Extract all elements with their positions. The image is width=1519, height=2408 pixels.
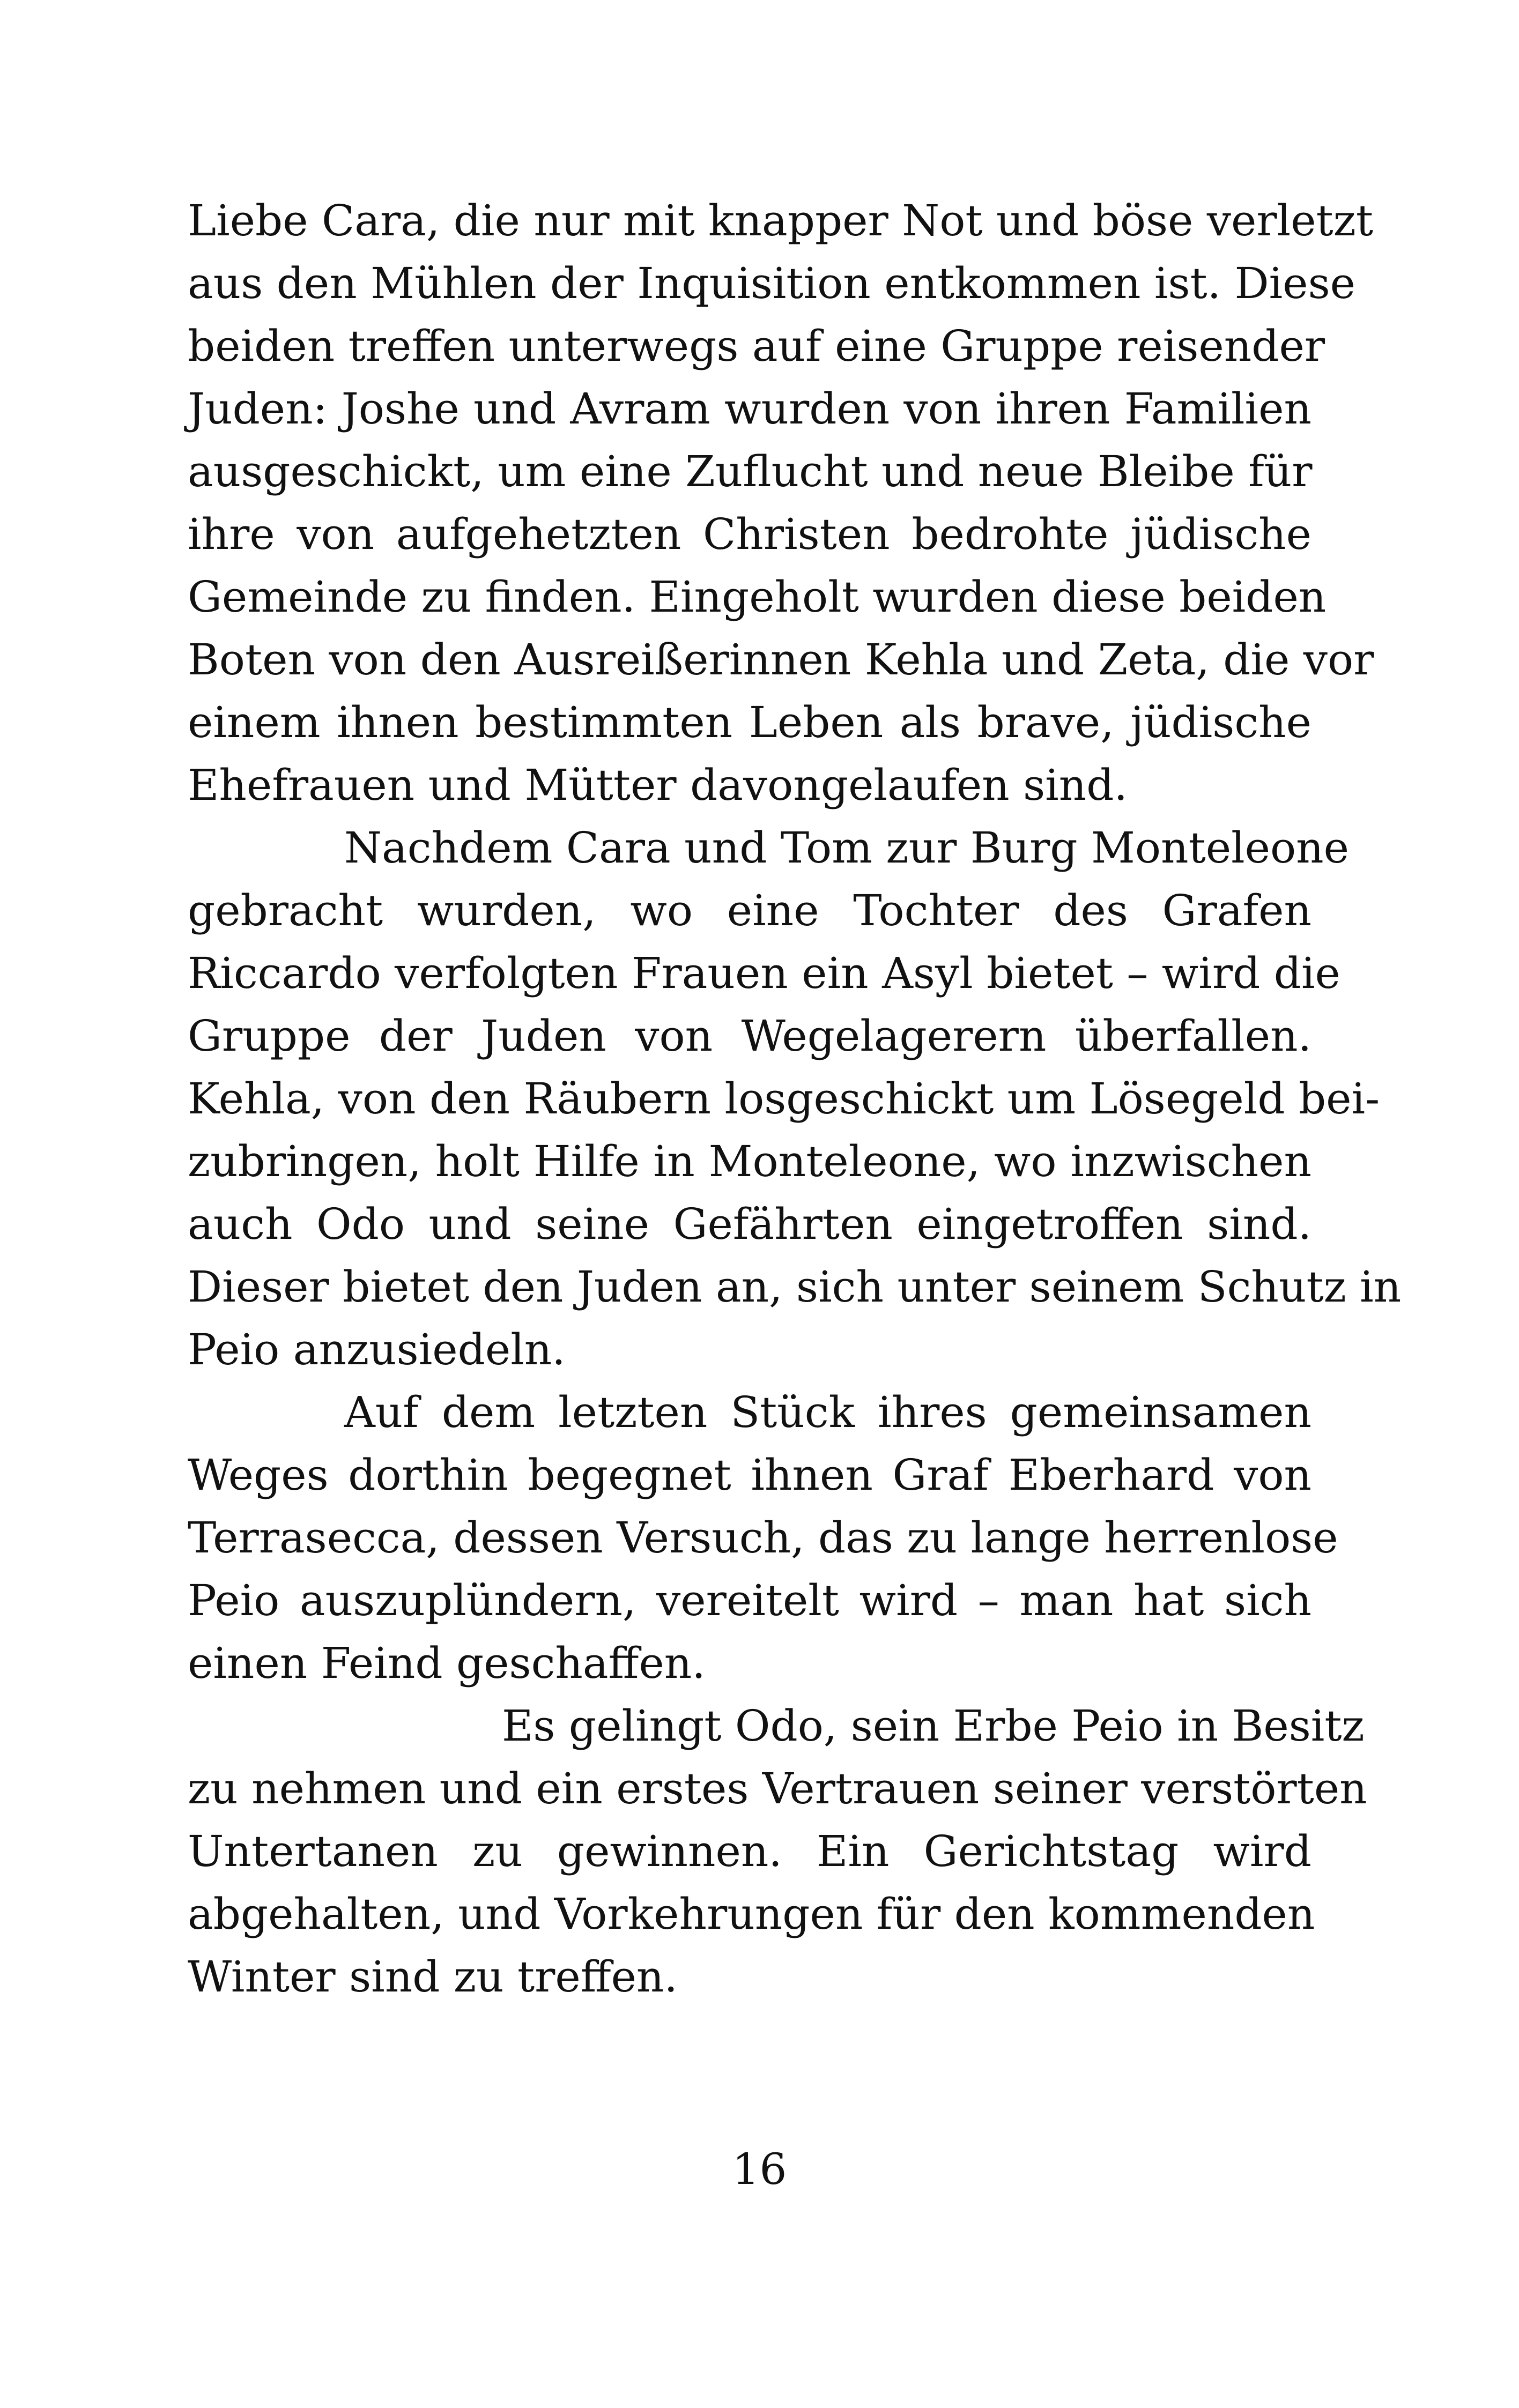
- text-line: Boten von den Ausreißerinnen Kehla und Zeta, die vor: [188, 635, 1374, 685]
- paragraph: [188, 189, 1374, 816]
- text-line: abgehalten, und Vorkehrungen für den kommenden: [188, 1889, 1315, 1939]
- text-line: Kehla, von den Räubern losgeschickt um Lösegeld bei-: [188, 1074, 1380, 1124]
- body-text: [188, 189, 1402, 2008]
- paragraph: [188, 1381, 1338, 1694]
- text-line: beiden treffen unterwegs auf eine Gruppe reisender: [188, 321, 1325, 371]
- text-line: aus den Mühlen der Inquisition entkommen ist. Diese: [188, 258, 1356, 308]
- text-line: ihre von aufgehetzten Christen bedrohte jüdische: [188, 509, 1311, 559]
- text-line: auch Odo und seine Gefährten eingetroffen sind.: [188, 1199, 1311, 1249]
- paragraph: [188, 1694, 1367, 2008]
- text-line: Untertanen zu gewinnen. Ein Gerichtstag wird: [188, 1826, 1311, 1876]
- text-line: Riccardo verfolgten Frauen ein Asyl bietet – wird die: [188, 948, 1340, 998]
- text-line: Terrasecca, dessen Versuch, das zu lange herrenlose: [188, 1513, 1338, 1563]
- paragraph: [188, 816, 1402, 1381]
- text-line: zu nehmen und ein erstes Vertrauen seiner verstörten: [188, 1764, 1367, 1814]
- text-line: Dieser bietet den Juden an, sich unter seinem Schutz in: [188, 1262, 1402, 1312]
- text-line: ausgeschickt, um eine Zuflucht und neue Bleibe für: [188, 447, 1313, 496]
- text-line: Peio anzusiedeln.: [188, 1325, 566, 1374]
- text-line: Juden: Joshe und Avram wurden von ihren Familien: [188, 384, 1311, 434]
- text-line: Es gelingt Odo, sein Erbe Peio in Besitz: [502, 1701, 1365, 1751]
- page-number: 16: [732, 2144, 787, 2194]
- text-line: einem ihnen bestimmten Leben als brave, jüdische: [188, 697, 1311, 747]
- text-line: Peio auszuplündern, vereitelt wird – man hat sich: [188, 1575, 1311, 1625]
- text-line: Auf dem letzten Stück ihres gemeinsamen: [344, 1387, 1311, 1437]
- text-line: zubringen, holt Hilfe in Monteleone, wo inzwischen: [188, 1136, 1311, 1186]
- text-line: Gruppe der Juden von Wegelagerern überfallen.: [188, 1011, 1311, 1061]
- text-line: Winter sind zu treffen.: [188, 1952, 678, 2002]
- text-line: Nachdem Cara und Tom zur Burg Monteleone: [344, 823, 1350, 873]
- text-line: Ehefrauen und Mütter davongelaufen sind.: [188, 760, 1128, 810]
- text-line: Liebe Cara, die nur mit knapper Not und böse verletzt: [188, 196, 1373, 246]
- text-line: einen Feind geschaffen.: [188, 1638, 706, 1688]
- text-line: gebracht wurden, wo eine Tochter des Grafen: [188, 886, 1311, 935]
- text-line: Gemeinde zu finden. Eingeholt wurden diese beiden: [188, 572, 1327, 622]
- text-line: Weges dorthin begegnet ihnen Graf Eberhard von: [188, 1450, 1311, 1500]
